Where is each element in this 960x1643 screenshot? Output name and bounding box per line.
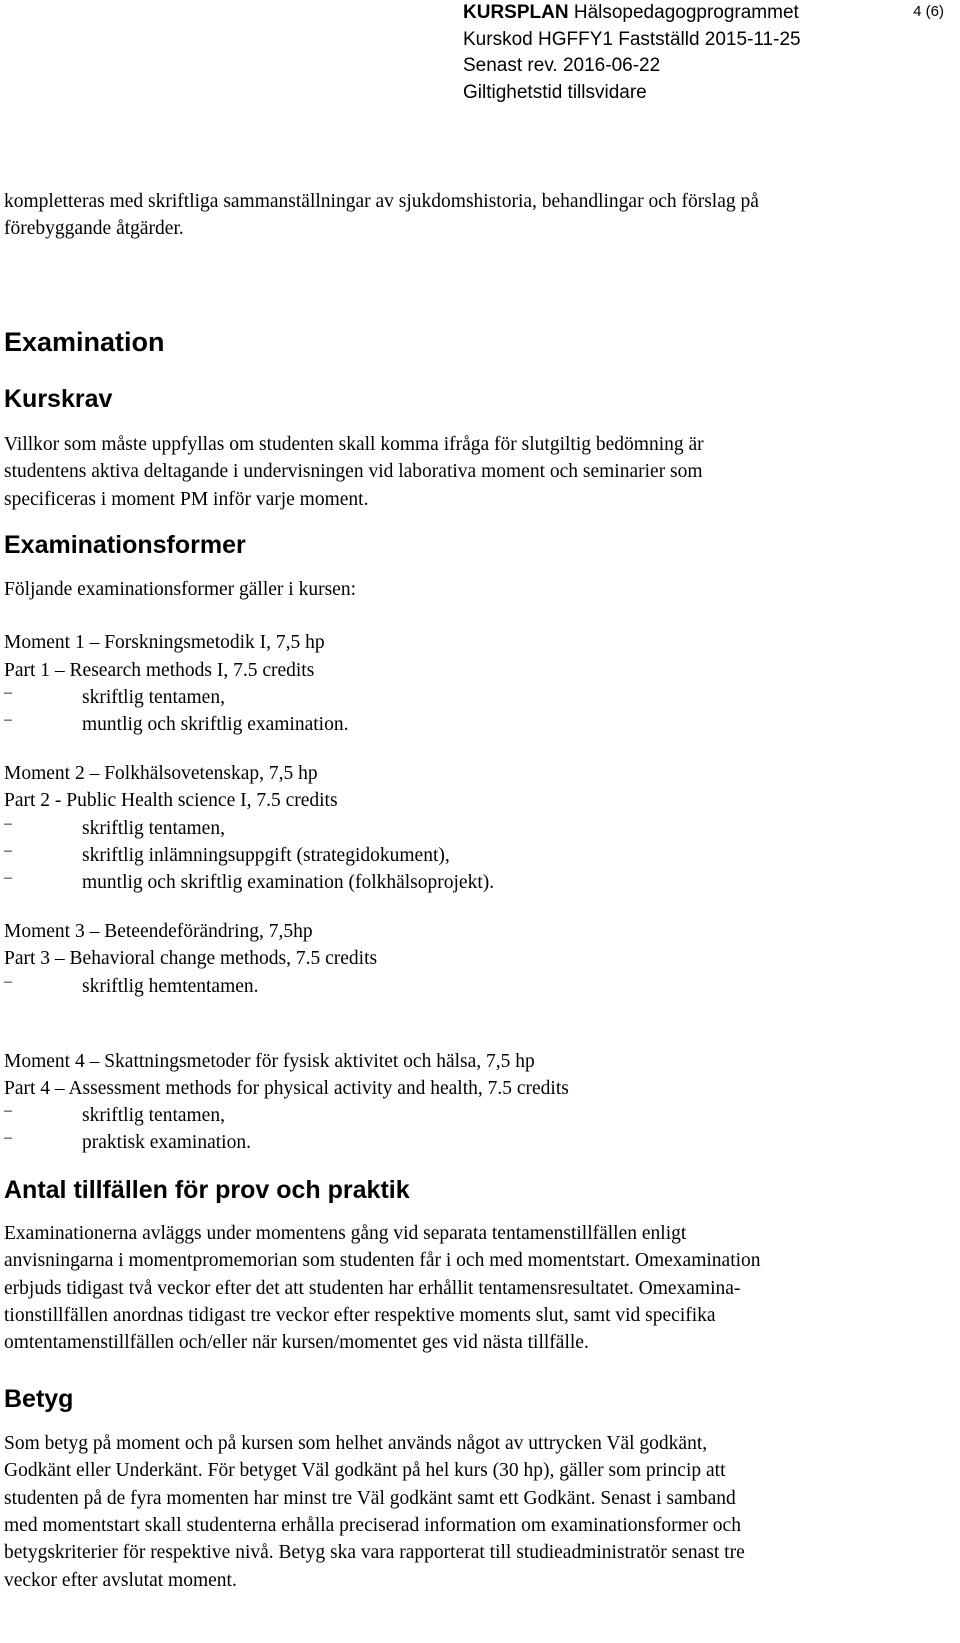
moment-2 — [4, 760, 944, 896]
examinationsformer-heading: Examinationsformer — [4, 531, 246, 560]
betyg-heading: Betyg — [4, 1384, 74, 1413]
moment-4 — [4, 1048, 944, 1157]
moment-item: – praktisk examination. — [4, 1129, 251, 1154]
betyg-line: studenten på de fyra momenten har minst tre Väl godkänt samt ett Godkänt. Senast i samband — [4, 1487, 736, 1509]
kurskrav-line: Villkor som måste uppfyllas om studenten skall komma ifråga för slutgiltig bedömning är — [4, 433, 704, 455]
moment-1 — [4, 629, 944, 738]
header-revision: Senast rev. 2016-06-22 — [463, 55, 661, 76]
betyg-line: Godkänt eller Underkänt. För betyget Väl godkänt på hel kurs (30 hp), gäller som princip att — [4, 1460, 726, 1482]
moment-3 — [4, 918, 944, 1000]
betyg-line: veckor efter avslutat moment. — [4, 1569, 237, 1591]
moment-part: Part 1 – Research methods I, 7.5 credits — [4, 659, 315, 681]
moment-part: Part 3 – Behavioral change methods, 7.5 credits — [4, 948, 378, 970]
betyg-paragraph — [4, 1430, 944, 1594]
document-header — [463, 0, 843, 106]
intro-line: kompletteras med skriftliga sammanställningar av sjukdomshistoria, behandlingar och förslag på — [4, 191, 759, 212]
examination-heading: Examination — [4, 326, 165, 357]
examinationsformer-intro: Följande examinationsformer gäller i kursen: — [4, 579, 356, 601]
antal-line: erbjuds tidigast två veckor efter det att studenten har erhållit tentamensresultatet. Omexamina- — [4, 1277, 741, 1299]
header-line-1 — [463, 0, 843, 27]
moment-title: Moment 3 – Beteendeförändring, 7,5hp — [4, 921, 313, 943]
antal-line: Examinationerna avläggs under momentens gång vid separata tentamenstillfällen enligt — [4, 1222, 687, 1244]
kurskrav-line: specificeras i moment PM inför varje moment. — [4, 488, 369, 510]
antal-line: anvisningarna i momentpromemorian som studenten får i och med momentstart. Omexamination — [4, 1250, 761, 1272]
document-body — [4, 188, 944, 1594]
program-name: Hälsopedagogprogrammet — [573, 2, 799, 23]
antal-line: omtentamenstillfällen och/eller när kursen/momentet ges vid nästa tillfälle. — [4, 1332, 589, 1354]
kurskrav-paragraph — [4, 431, 944, 513]
moment-title: Moment 4 – Skattningsmetoder för fysisk aktivitet och hälsa, 7,5 hp — [4, 1050, 535, 1072]
moment-item: – skriftlig tentamen, — [4, 683, 225, 708]
antal-line: tionstillfällen anordnas tidigast tre veckor efter respektive moments slut, samt vid specifika — [4, 1304, 716, 1326]
moment-item: – skriftlig tentamen, — [4, 1102, 225, 1127]
kurskrav-heading: Kurskrav — [4, 384, 113, 413]
kurskrav-line: studentens aktiva deltagande i undervisningen vid laborativa moment och seminarier som — [4, 461, 703, 483]
betyg-line: betygskriterier för respektive nivå. Betyg ska vara rapporterat till studieadministratör senast tre — [4, 1542, 745, 1564]
moment-title: Moment 1 – Forskningsmetodik I, 7,5 hp — [4, 632, 325, 654]
moment-part: Part 2 - Public Health science I, 7.5 credits — [4, 790, 338, 812]
moment-item: – skriftlig tentamen, — [4, 814, 225, 839]
betyg-line: med momentstart skall studenterna erhålla preciserad information om examinationsformer och — [4, 1514, 741, 1536]
header-validity: Giltighetstid tillsvidare — [463, 81, 647, 103]
moment-item: – muntlig och skriftlig examination. — [4, 711, 349, 736]
antal-heading: Antal tillfällen för prov och praktik — [4, 1175, 410, 1204]
moment-item: – skriftlig hemtentamen. — [4, 972, 259, 997]
kursplan-keyword: KURSPLAN — [463, 2, 569, 23]
intro-paragraph — [4, 188, 944, 243]
header-course-code: Kurskod HGFFY1 Fastställd 2015-11-25 — [463, 28, 801, 50]
antal-paragraph — [4, 1220, 944, 1357]
moment-part: Part 4 – Assessment methods for physical activity and health, 7.5 credits — [4, 1078, 569, 1100]
betyg-line: Som betyg på moment och på kursen som helhet används något av uttrycken Väl godkänt, — [4, 1432, 708, 1454]
moment-title: Moment 2 – Folkhälsovetenskap, 7,5 hp — [4, 763, 318, 785]
moment-item: – skriftlig inlämningsuppgift (strategidokument), — [4, 841, 450, 866]
moment-item: – muntlig och skriftlig examination (folkhälsoprojekt). — [4, 869, 495, 894]
intro-line: förebyggande åtgärder. — [4, 218, 184, 240]
page-number: 4 (6) — [913, 3, 944, 20]
